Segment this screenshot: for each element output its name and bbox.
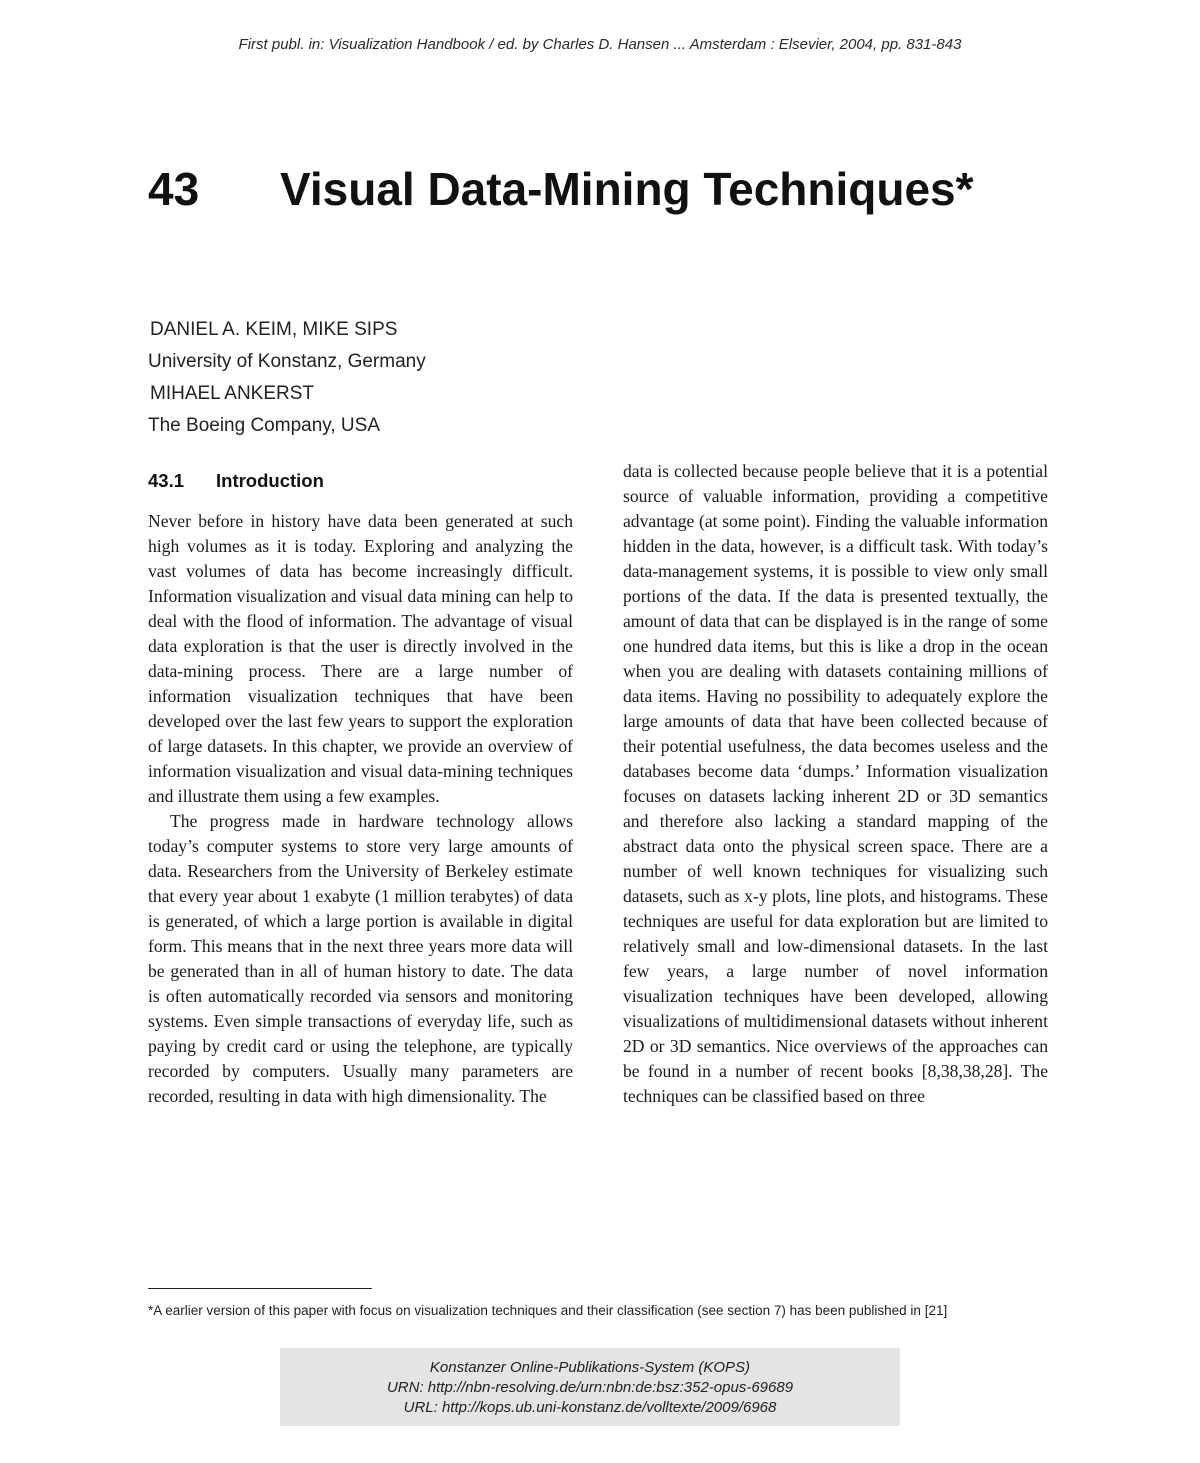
footnote-rule xyxy=(148,1288,372,1289)
footnote: *A earlier version of this paper with focus on visualization techniques and their classification (see section 7) has been published in [21] xyxy=(148,1303,948,1318)
section-heading xyxy=(148,470,324,492)
kops-urn-link[interactable]: URN: http://nbn-resolving.de/urn:nbn:de:bsz:352-opus-69689 xyxy=(386,1379,794,1396)
author-names-2: MIHAEL ANKERST xyxy=(150,383,315,404)
body-paragraph: The progress made in hardware technology allows today’s computer systems to store very large amounts of data. Researchers from the University of Berkeley estimate that every year about 1 exabyte (1 million terabytes) of data is generated, of which a large portion is available in digital form. This means that in the next three years more data will be generated than in all of human history to date. The data is often automatically recorded via sensors and monitoring systems. Even simple transactions of everyday life, such as paying by credit card or using the telephone, are typically recorded by computers. Usually many parameters are recorded, resulting in data with high dimensionality. The xyxy=(148,811,573,1106)
right-column xyxy=(623,459,1048,1109)
chapter-number: 43 xyxy=(148,163,200,215)
body-paragraph: data is collected because people believe that it is a potential source of valuable information, providing a competitive advantage (at some point). Finding the valuable information hidden in the data, however, is a difficult task. With today’s data-management systems, it is possible to view only small portions of the data. If the data is presented textually, the amount of data that can be displayed is in the range of some one hundred data items, but this is like a drop in the ocean when you are dealing with datasets containing millions of data items. Having no possibility to adequately explore the large amounts of data that have been collected because of their potential usefulness, the data becomes useless and the databases become data ‘dumps.’ Information visualization focuses on datasets lacking inherent 2D or 3D semantics and therefore also lacking a standard mapping of the abstract data onto the physical screen space. There are a number of well known techniques for visualizing such datasets, such as x-y plots, line plots, and histograms. These techniques are useful for data exploration but are limited to relatively small and low-dimensional datasets. In the last few years, a large number of novel information visualization techniques have been developed, allowing visualizations of multidimensional datasets without inherent 2D or 3D semantics. Nice overviews of the approaches can be found in a number of recent books [8,38,38,28]. The techniques can be classified based on three xyxy=(623,461,1048,1106)
author-affiliation-2: The Boeing Company, USA xyxy=(148,415,380,436)
author-names-1: DANIEL A. KEIM, MIKE SIPS xyxy=(150,319,398,340)
chapter-title: Visual Data-Mining Techniques* xyxy=(280,163,974,215)
kops-title: Konstanzer Online-Publikations-System (KOPS) xyxy=(429,1359,751,1376)
left-column xyxy=(148,509,573,1109)
publication-note: First publ. in: Visualization Handbook / ed. by Charles D. Hansen ... Amsterdam : Elsevier, 2004, pp. 831-843 xyxy=(238,36,962,53)
section-title: Introduction xyxy=(216,470,324,491)
author-affiliation-1: University of Konstanz, Germany xyxy=(148,351,426,372)
chapter-heading xyxy=(148,162,974,216)
author-block xyxy=(148,314,426,442)
kops-box xyxy=(280,1348,900,1426)
section-number: 43.1 xyxy=(148,470,185,491)
body-paragraph: Never before in history have data been generated at such high volumes as it is today. Exploring and analyzing the vast volumes of data has become increasingly difficult. Information visualization and visual data mining can help to deal with the flood of information. The advantage of visual data exploration is that the user is directly involved in the data-mining process. There are a large number of information visualization techniques that have been developed over the last few years to support the exploration of large datasets. In this chapter, we provide an overview of information visualization and visual data-mining techniques and illustrate them using a few examples. xyxy=(148,511,573,806)
kops-url-link[interactable]: URL: http://kops.ub.uni-konstanz.de/volltexte/2009/6968 xyxy=(403,1399,777,1416)
